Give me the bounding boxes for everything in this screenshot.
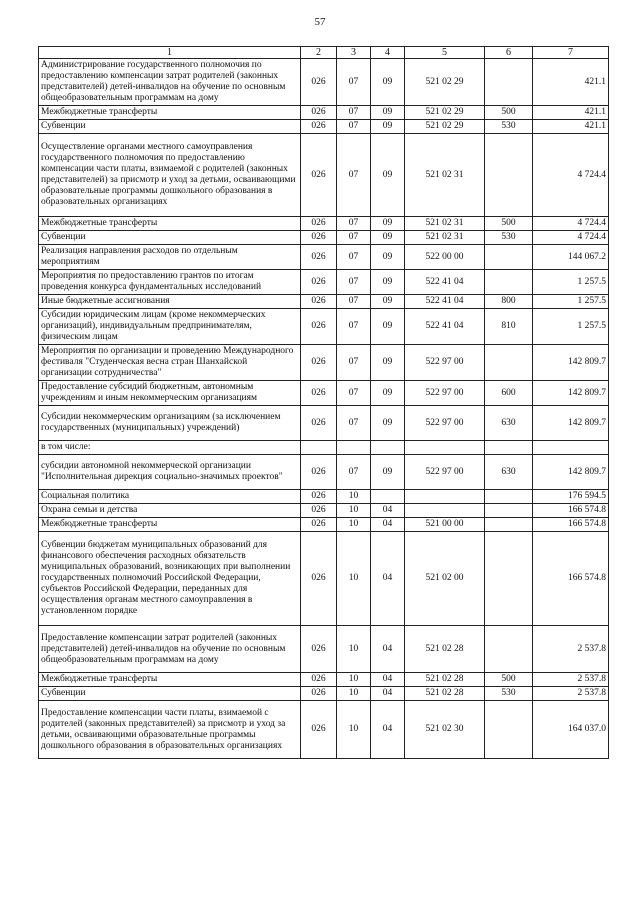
row-name: Субвенции бюджетам муниципальных образований для финансового обеспечения расходных обязательств муниципальных образований, возникающих при выполнении государственных полномочий Российской Федерации, субъектов Российской Федерации, переданных для осуществления органам местного самоуправления в установленном порядке — [39, 532, 301, 626]
row-ministry-code: 026 — [301, 518, 337, 532]
row-target-article: 522 97 00 — [405, 455, 485, 490]
row-section-code: 07 — [337, 134, 371, 217]
table-row — [39, 490, 609, 504]
row-amount: 4 724.4 — [533, 231, 609, 245]
row-target-article: 521 00 00 — [405, 518, 485, 532]
row-ministry-code: 026 — [301, 504, 337, 518]
row-expense-type — [485, 490, 533, 504]
row-name: Осуществление органами местного самоуправления государственного полномочия по предоставлению компенсации части платы, взимаемой с родителей (законных представителей) за присмотр и уход за детьми, осваивающими образовательные программы дошкольного образования в образовательных организациях — [39, 134, 301, 217]
table-row — [39, 381, 609, 406]
header-cell: 3 — [337, 47, 371, 59]
row-amount: 144 067.2 — [533, 245, 609, 270]
header-cell: 7 — [533, 47, 609, 59]
table-row — [39, 701, 609, 759]
row-expense-type — [485, 59, 533, 106]
row-amount: 4 724.4 — [533, 217, 609, 231]
row-expense-type: 530 — [485, 231, 533, 245]
row-expense-type — [485, 518, 533, 532]
row-subsection-code: 04 — [371, 701, 405, 759]
row-subsection-code — [371, 441, 405, 455]
table-row — [39, 217, 609, 231]
row-name: в том числе: — [39, 441, 301, 455]
header-cell: 5 — [405, 47, 485, 59]
row-amount: 166 574.8 — [533, 532, 609, 626]
table-row — [39, 231, 609, 245]
row-amount: 1 257.5 — [533, 309, 609, 345]
header-cell: 1 — [39, 47, 301, 59]
row-section-code: 07 — [337, 120, 371, 134]
row-subsection-code: 09 — [371, 406, 405, 441]
row-name: Социальная политика — [39, 490, 301, 504]
row-name: Предоставление компенсации части платы, взимаемой с родителей (законных представителей) за присмотр и уход за детьми, осваивающими образовательные программы дошкольного образования в образовательных организациях — [39, 701, 301, 759]
row-target-article: 521 02 28 — [405, 687, 485, 701]
table-row — [39, 532, 609, 626]
row-name: субсидии автономной некоммерческой организации "Исполнительная дирекция социально-значимых проектов" — [39, 455, 301, 490]
row-section-code: 10 — [337, 490, 371, 504]
row-subsection-code: 09 — [371, 245, 405, 270]
row-section-code: 10 — [337, 701, 371, 759]
row-ministry-code: 026 — [301, 270, 337, 295]
row-target-article: 522 97 00 — [405, 406, 485, 441]
row-name: Субсидии некоммерческим организациям (за исключением государственных (муниципальных) учреждений) — [39, 406, 301, 441]
row-subsection-code: 04 — [371, 626, 405, 673]
table-row — [39, 673, 609, 687]
row-section-code: 10 — [337, 626, 371, 673]
row-amount: 142 809.7 — [533, 381, 609, 406]
row-subsection-code: 09 — [371, 120, 405, 134]
row-name: Межбюджетные трансферты — [39, 518, 301, 532]
row-expense-type: 810 — [485, 309, 533, 345]
row-target-article: 521 02 31 — [405, 217, 485, 231]
row-expense-type — [485, 345, 533, 381]
table-row — [39, 295, 609, 309]
row-ministry-code: 026 — [301, 245, 337, 270]
row-ministry-code: 026 — [301, 532, 337, 626]
row-expense-type — [485, 626, 533, 673]
row-target-article: 522 41 04 — [405, 270, 485, 295]
row-ministry-code: 026 — [301, 381, 337, 406]
row-name: Мероприятия по предоставлению грантов по итогам проведения конкурса фундаментальных исследований — [39, 270, 301, 295]
row-amount: 421.1 — [533, 120, 609, 134]
row-amount: 1 257.5 — [533, 270, 609, 295]
row-ministry-code: 026 — [301, 295, 337, 309]
row-section-code: 07 — [337, 231, 371, 245]
row-expense-type — [485, 270, 533, 295]
row-ministry-code — [301, 441, 337, 455]
row-subsection-code: 09 — [371, 345, 405, 381]
header-row — [39, 47, 609, 59]
row-target-article: 521 02 30 — [405, 701, 485, 759]
row-section-code: 07 — [337, 245, 371, 270]
row-amount: 166 574.8 — [533, 504, 609, 518]
row-section-code: 07 — [337, 59, 371, 106]
row-name: Субвенции — [39, 231, 301, 245]
row-ministry-code: 026 — [301, 701, 337, 759]
row-target-article: 521 02 31 — [405, 134, 485, 217]
row-ministry-code: 026 — [301, 217, 337, 231]
row-target-article — [405, 441, 485, 455]
row-section-code: 07 — [337, 309, 371, 345]
row-expense-type: 530 — [485, 687, 533, 701]
row-section-code — [337, 441, 371, 455]
row-subsection-code: 04 — [371, 504, 405, 518]
row-subsection-code: 09 — [371, 270, 405, 295]
row-subsection-code: 09 — [371, 381, 405, 406]
row-amount: 176 594.5 — [533, 490, 609, 504]
row-section-code: 10 — [337, 673, 371, 687]
row-subsection-code: 09 — [371, 217, 405, 231]
row-subsection-code: 09 — [371, 59, 405, 106]
row-subsection-code: 04 — [371, 673, 405, 687]
row-ministry-code: 026 — [301, 490, 337, 504]
row-ministry-code: 026 — [301, 59, 337, 106]
row-name: Предоставление субсидий бюджетным, автономным учреждениям и иным некоммерческим организациям — [39, 381, 301, 406]
table-row — [39, 270, 609, 295]
row-ministry-code: 026 — [301, 626, 337, 673]
table-row — [39, 504, 609, 518]
row-section-code: 10 — [337, 518, 371, 532]
row-expense-type — [485, 134, 533, 217]
row-subsection-code: 04 — [371, 687, 405, 701]
row-amount: 164 037.0 — [533, 701, 609, 759]
row-section-code: 07 — [337, 345, 371, 381]
row-amount: 142 809.7 — [533, 455, 609, 490]
table-row — [39, 309, 609, 345]
row-amount: 421.1 — [533, 59, 609, 106]
table-row — [39, 441, 609, 455]
row-ministry-code: 026 — [301, 309, 337, 345]
header-cell: 4 — [371, 47, 405, 59]
row-subsection-code: 09 — [371, 231, 405, 245]
row-expense-type: 800 — [485, 295, 533, 309]
table-row — [39, 455, 609, 490]
row-target-article: 521 02 00 — [405, 532, 485, 626]
row-target-article: 522 97 00 — [405, 345, 485, 381]
row-subsection-code: 09 — [371, 309, 405, 345]
row-section-code: 07 — [337, 381, 371, 406]
row-name: Субвенции — [39, 120, 301, 134]
row-subsection-code — [371, 490, 405, 504]
row-section-code: 07 — [337, 455, 371, 490]
row-amount: 142 809.7 — [533, 345, 609, 381]
table-row — [39, 120, 609, 134]
row-ministry-code: 026 — [301, 673, 337, 687]
table-row — [39, 687, 609, 701]
row-name: Реализация направления расходов по отдельным мероприятиям — [39, 245, 301, 270]
table-row — [39, 245, 609, 270]
row-section-code: 10 — [337, 504, 371, 518]
row-ministry-code: 026 — [301, 345, 337, 381]
row-name: Межбюджетные трансферты — [39, 217, 301, 231]
row-name: Администрирование государственного полномочия по предоставлению компенсации затрат родителей (законных представителей) детей-инвалидов на обучение по основным общеобразовательным программам на дому — [39, 59, 301, 106]
row-expense-type: 600 — [485, 381, 533, 406]
row-name: Межбюджетные трансферты — [39, 106, 301, 120]
budget-table — [38, 46, 609, 759]
table-row — [39, 106, 609, 120]
row-section-code: 10 — [337, 532, 371, 626]
row-name: Охрана семьи и детства — [39, 504, 301, 518]
row-amount — [533, 441, 609, 455]
row-section-code: 07 — [337, 106, 371, 120]
table-row — [39, 518, 609, 532]
row-ministry-code: 026 — [301, 134, 337, 217]
row-target-article — [405, 504, 485, 518]
page-number: 57 — [314, 16, 326, 28]
row-amount: 166 574.8 — [533, 518, 609, 532]
row-expense-type: 500 — [485, 106, 533, 120]
row-section-code: 07 — [337, 217, 371, 231]
row-section-code: 07 — [337, 270, 371, 295]
row-section-code: 10 — [337, 687, 371, 701]
row-amount: 421.1 — [533, 106, 609, 120]
row-subsection-code: 09 — [371, 134, 405, 217]
row-subsection-code: 04 — [371, 532, 405, 626]
header-cell: 6 — [485, 47, 533, 59]
row-name: Предоставление компенсации затрат родителей (законных представителей) детей-инвалидов на обучение по основным общеобразовательным программам на дому — [39, 626, 301, 673]
row-name: Субвенции — [39, 687, 301, 701]
header-cell: 2 — [301, 47, 337, 59]
row-expense-type — [485, 245, 533, 270]
row-name: Иные бюджетные ассигнования — [39, 295, 301, 309]
row-target-article: 522 41 04 — [405, 295, 485, 309]
row-target-article: 521 02 28 — [405, 673, 485, 687]
row-target-article: 521 02 29 — [405, 120, 485, 134]
row-ministry-code: 026 — [301, 455, 337, 490]
row-expense-type — [485, 701, 533, 759]
row-ministry-code: 026 — [301, 406, 337, 441]
row-target-article: 521 02 29 — [405, 59, 485, 106]
row-name: Мероприятия по организации и проведению Международного фестиваля "Студенческая весна стран Шанхайской организации сотрудничества" — [39, 345, 301, 381]
table-row — [39, 59, 609, 106]
table-row — [39, 626, 609, 673]
row-expense-type — [485, 441, 533, 455]
row-target-article: 522 97 00 — [405, 381, 485, 406]
row-ministry-code: 026 — [301, 231, 337, 245]
row-subsection-code: 09 — [371, 295, 405, 309]
row-amount: 2 537.8 — [533, 673, 609, 687]
row-expense-type — [485, 504, 533, 518]
row-ministry-code: 026 — [301, 687, 337, 701]
row-expense-type — [485, 532, 533, 626]
row-subsection-code: 09 — [371, 455, 405, 490]
row-target-article: 521 02 29 — [405, 106, 485, 120]
row-amount: 1 257.5 — [533, 295, 609, 309]
row-target-article — [405, 490, 485, 504]
row-expense-type: 630 — [485, 455, 533, 490]
row-subsection-code: 09 — [371, 106, 405, 120]
row-amount: 2 537.8 — [533, 626, 609, 673]
row-expense-type: 630 — [485, 406, 533, 441]
row-target-article: 522 41 04 — [405, 309, 485, 345]
row-ministry-code: 026 — [301, 106, 337, 120]
row-section-code: 07 — [337, 406, 371, 441]
row-expense-type: 530 — [485, 120, 533, 134]
table-row — [39, 345, 609, 381]
row-section-code: 07 — [337, 295, 371, 309]
table-row — [39, 134, 609, 217]
row-amount: 142 809.7 — [533, 406, 609, 441]
row-subsection-code: 04 — [371, 518, 405, 532]
row-amount: 4 724.4 — [533, 134, 609, 217]
row-amount: 2 537.8 — [533, 687, 609, 701]
row-target-article: 521 02 31 — [405, 231, 485, 245]
row-ministry-code: 026 — [301, 120, 337, 134]
row-expense-type: 500 — [485, 673, 533, 687]
row-target-article: 522 00 00 — [405, 245, 485, 270]
table-row — [39, 406, 609, 441]
row-name: Субсидии юридическим лицам (кроме некоммерческих организаций), индивидуальным предпринимателям, физическим лицам — [39, 309, 301, 345]
row-expense-type: 500 — [485, 217, 533, 231]
row-target-article: 521 02 28 — [405, 626, 485, 673]
row-name: Межбюджетные трансферты — [39, 673, 301, 687]
